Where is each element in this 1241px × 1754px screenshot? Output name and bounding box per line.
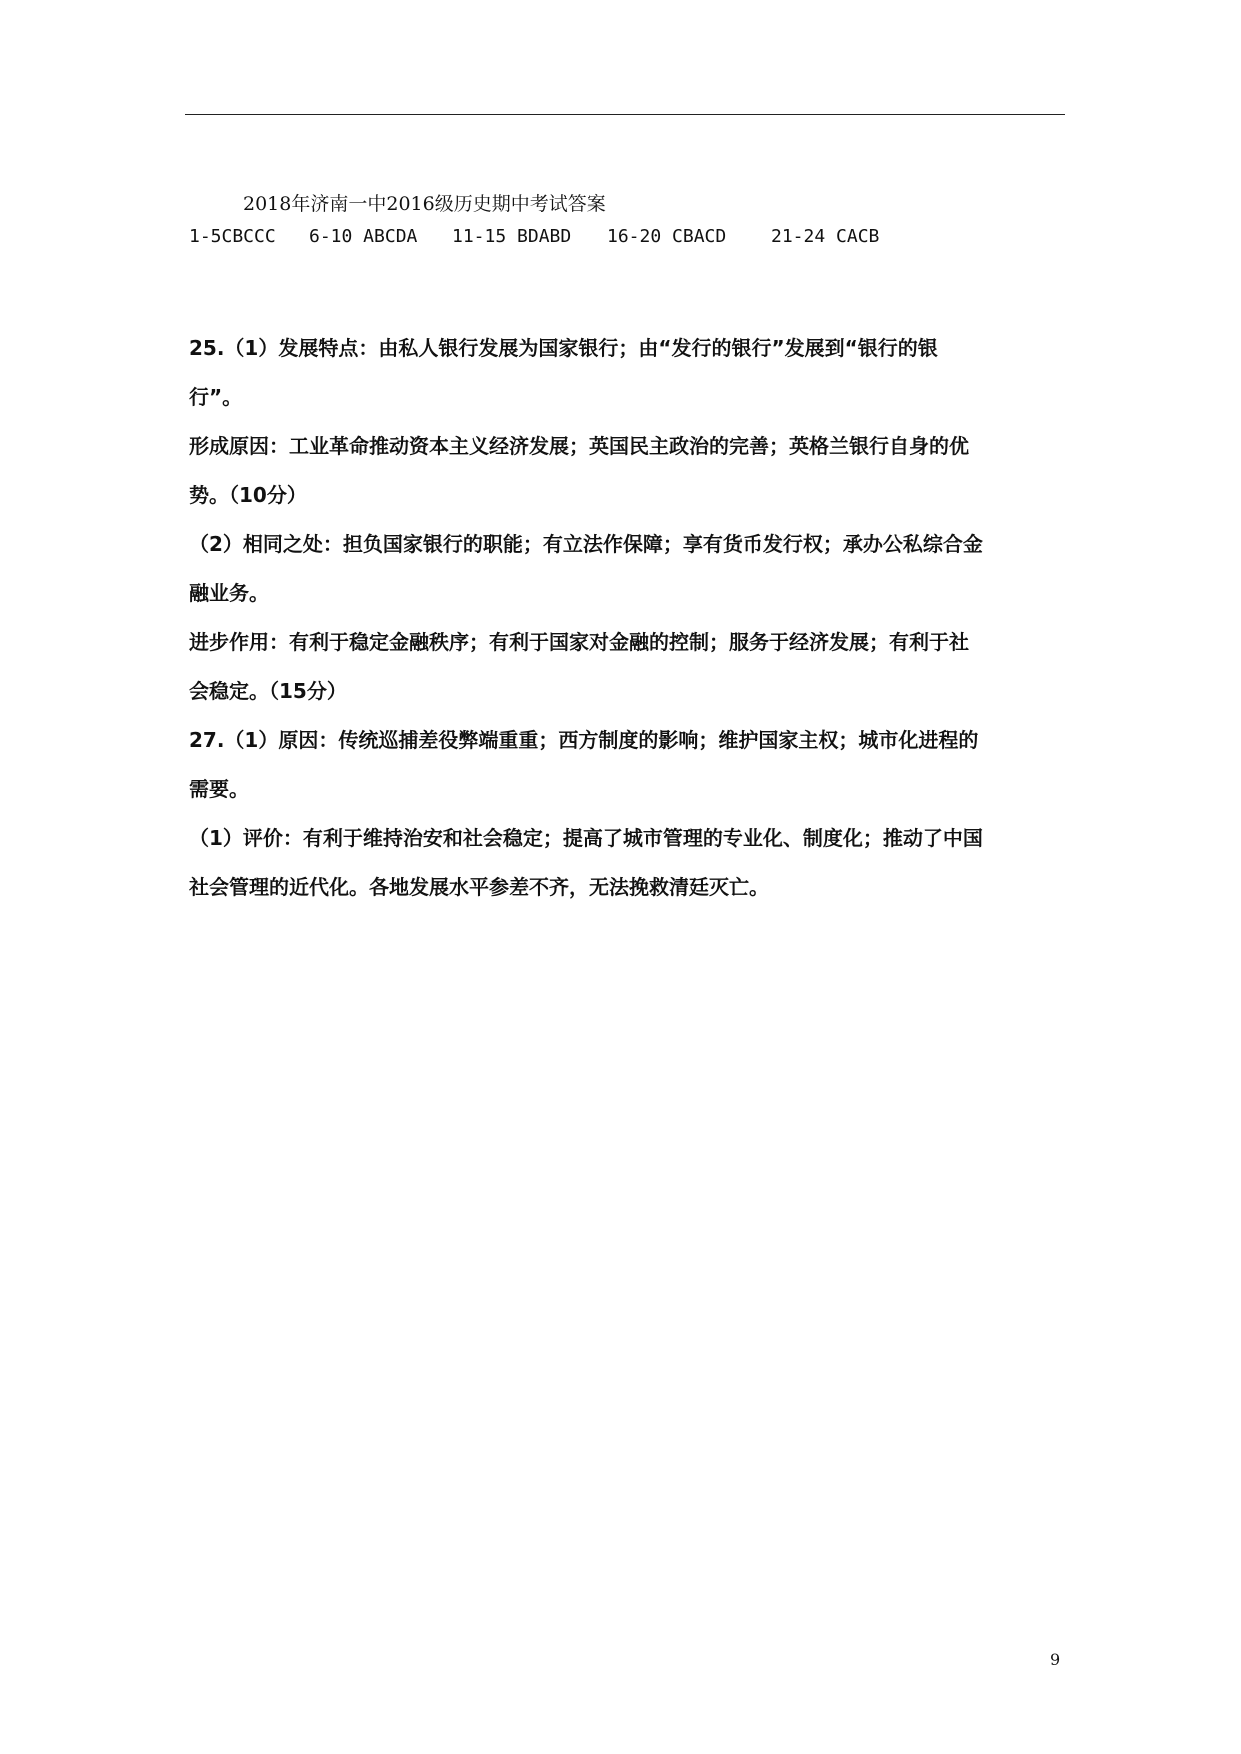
answer-line: 会稳定。（15分）: [189, 679, 347, 703]
answer-line: （2）相同之处：担负国家银行的职能；有立法作保障；享有货币发行权；承办公私综合金: [189, 532, 983, 556]
page-number: 9: [1050, 1650, 1061, 1669]
mc-answer-group: 11-15 BDABD: [452, 226, 572, 247]
answer-line: 27.（1）原因：传统巡捕差役弊端重重；西方制度的影响；维护国家主权；城市化进程的: [189, 728, 979, 752]
answer-line: 势。（10分）: [189, 483, 307, 507]
mc-answer-group: 1-5CBCCC: [189, 226, 276, 247]
answer-line: （1）评价：有利于维持治安和社会稳定；提高了城市管理的专业化、制度化；推动了中国: [189, 826, 983, 850]
header-rule: [185, 114, 1065, 115]
document-title: 2018年济南一中2016级历史期中考试答案: [243, 193, 606, 215]
answer-section: [189, 324, 1069, 912]
answer-line: 行”。: [189, 385, 243, 409]
mc-answer-group: 16-20 CBACD: [607, 226, 727, 247]
answer-line: 形成原因：工业革命推动资本主义经济发展；英国民主政治的完善；英格兰银行自身的优: [189, 434, 969, 458]
answer-line: 融业务。: [189, 581, 269, 605]
answer-line: 社会管理的近代化。各地发展水平参差不齐，无法挽救清廷灭亡。: [189, 875, 769, 899]
answer-line: 25.（1）发展特点：由私人银行发展为国家银行；由“发行的银行”发展到“银行的银: [189, 336, 938, 360]
answer-line: 进步作用：有利于稳定金融秩序；有利于国家对金融的控制；服务于经济发展；有利于社: [189, 630, 969, 654]
mc-answer-group: 6-10 ABCDA: [309, 226, 418, 247]
answer-line: 需要。: [189, 777, 249, 801]
mc-answer-group: 21-24 CACB: [771, 226, 880, 247]
